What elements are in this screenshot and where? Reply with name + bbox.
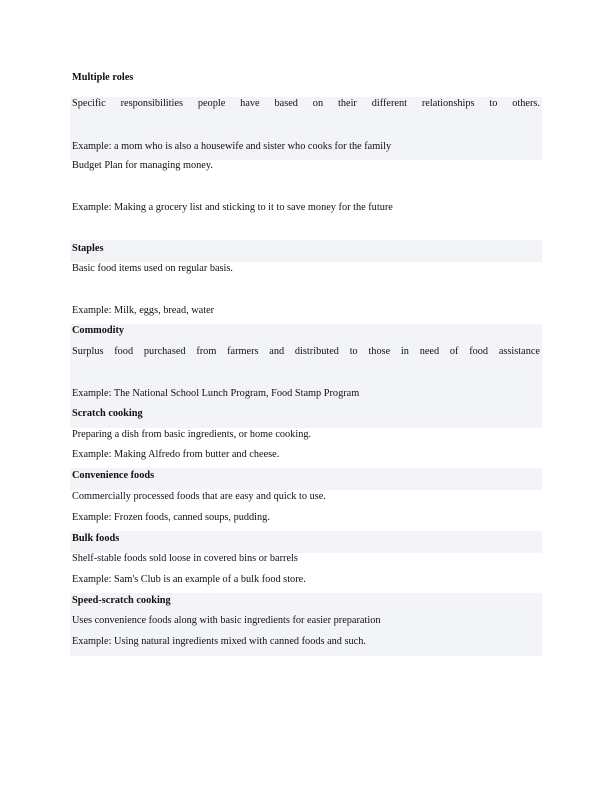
term-heading: Commodity — [72, 325, 125, 336]
term-definition: Preparing a dish from basic ingredients, or home cooking. — [72, 429, 312, 440]
term-definition: Budget Plan for managing money. — [72, 160, 213, 171]
term-definition: Shelf-stable foods sold loose in covered bins or barrels — [72, 553, 298, 564]
term-heading: Bulk foods — [72, 533, 120, 544]
term-example: Example: Milk, eggs, bread, water — [72, 305, 215, 316]
term-heading: Scratch cooking — [72, 408, 143, 419]
term-definition: Basic food items used on regular basis. — [72, 263, 233, 274]
term-heading: Multiple roles — [72, 72, 134, 83]
term-example: Example: a mom who is also a housewife and sister who cooks for the family — [72, 141, 392, 152]
term-definition: Specific responsibilities people have based on their different relationships to others. — [72, 98, 540, 109]
term-heading: Convenience foods — [72, 470, 155, 481]
term-definition: Surplus food purchased from farmers and distributed to those in need of food assistance — [72, 346, 540, 357]
term-heading: Staples — [72, 243, 104, 254]
shaded-row — [70, 531, 542, 553]
term-heading: Speed-scratch cooking — [72, 595, 171, 606]
term-example: Example: The National School Lunch Program, Food Stamp Program — [72, 388, 360, 399]
term-definition: Commercially processed foods that are easy and quick to use. — [72, 491, 326, 502]
term-example: Example: Making a grocery list and sticking to it to save money for the future — [72, 202, 393, 213]
term-example: Example: Frozen foods, canned soups, pudding. — [72, 512, 270, 523]
term-example: Example: Using natural ingredients mixed with canned foods and such. — [72, 636, 366, 647]
term-definition: Uses convenience foods along with basic ingredients for easier preparation — [72, 615, 381, 626]
term-example: Example: Sam's Club is an example of a bulk food store. — [72, 574, 306, 585]
shaded-row — [70, 240, 542, 262]
term-example: Example: Making Alfredo from butter and cheese. — [72, 449, 280, 460]
